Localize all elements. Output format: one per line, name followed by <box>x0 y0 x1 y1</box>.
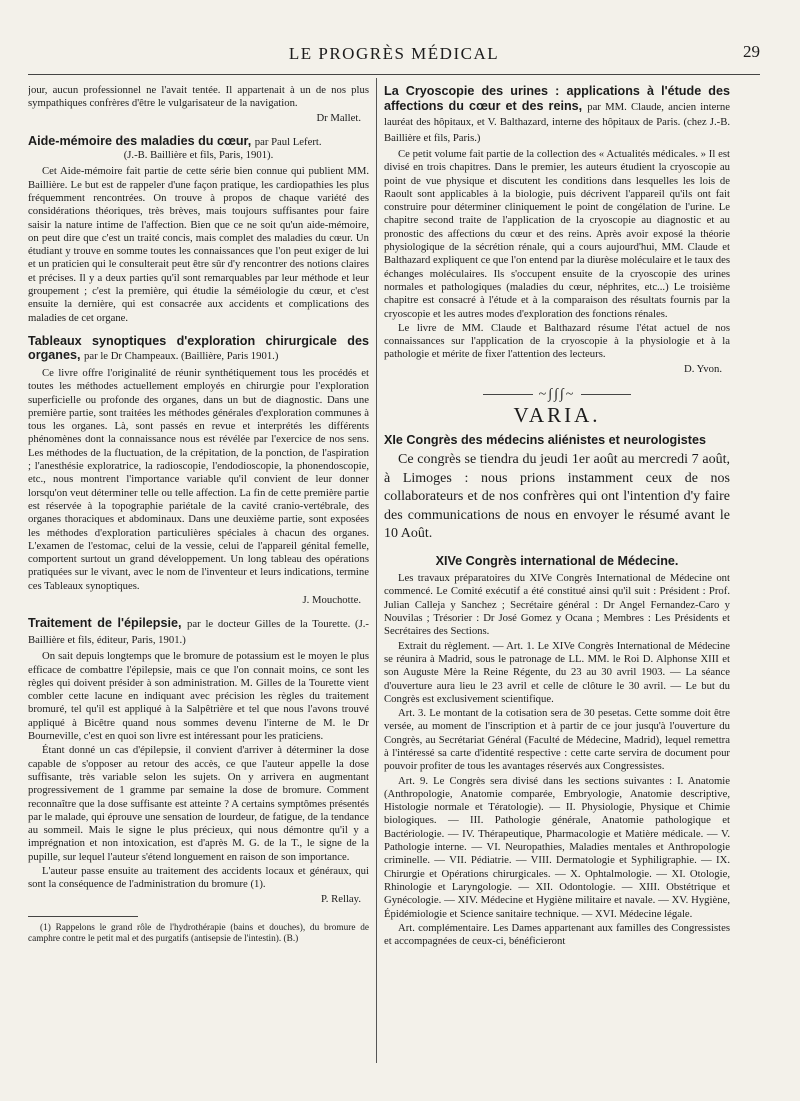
aide-memoire-body: Cet Aide-mémoire fait partie de cette série bien connue qui publient MM. Baillière. Le but est de rappeler d'une façon pratique, les cardiopathies les plus fréquemment rencontrées. On trouve à propos de chaque variété des considérations théoriques, très brèves, mais toujours suffisantes pour faire saisir la nature intime de l'affection. Bien que ce ne soit qu'un aide-mémoire, on peut dire que c'est un traité concis, mais complet des maladies du cœur. Un étudiant y trouve en somme toutes les connaissances que l'on peut exiger de lui et un praticien qui le consulterait peut être sûr d'y rencontrer des notions claires et précises. Il y a deux parties qu'il sont remarquables par leur méthode et leur groupement ; c'est la première, qui étudie la séméiologie du cœur, et c'est ensuite la dernière, qui est consacrée aux accidents et complications des maladies de cet organe. <box>28 165 369 324</box>
international-paragraph-4: Art. 9. Le Congrès sera divisé dans les sections suivantes : I. Anatomie (Anthropologie, Anatomie comparée, Embryologie, Anatomie descriptive, Histologie normale et Tératologie). — II. Physiologie, Physique et Chimie biologiques. — III. Pathologie générale, Anatomie pathologique et Bactériologie. — IV. Thérapeutique, Pharmacologie et Matière médicale. — V. Pathologie interne. — VI. Neuropathies, Maladies mentales et Anthropologie criminelle. — VII. Pédiatrie. — VIII. Dermatologie et Syphiligraphie. — IX. Chirurgie et Opérations chirurgicales. — X. Ophtalmologie. — XI. Otologie, Rhinologie et Laryngologie. — XII. Odontologie. — XIII. Obstétrique et Gynécologie. — XIV. Médecine et Hygiène militaire et navale. — XV. Hygiène, Épidémiologie et Science sanitaire technique. — XVI. Médecine légale. <box>384 774 730 920</box>
epilepsie-paragraph-2: Étant donné un cas d'épilepsie, il convient d'arriver à déterminer la dose capable de s'opposer au retour des accès, ce que l'auteur appelle la dose suffisante, très variable selon les sujets. On y arrivera en augmentant progressivement de 1 gramme par semaine la dose de bromure. Comment reconnaître que la dose suffisante est atteinte ? A certains symptômes présentés par le malade, qui éprouve une sensation de lourdeur, de fatigue, de la tendance au sommeil. Mais le signe le plus précieux, qui nous démontre qu'il y a imprégnation et non intoxication, est d'après M. G. de la T., le signe de la pupille, sur lequel l'auteur s'étend longuement en raison de son importance. <box>28 744 369 863</box>
aide-memoire-author: par Paul Lefert. <box>254 135 322 148</box>
intro-signature: Dr Mallet. <box>316 111 361 124</box>
cryoscopie-heading: La Cryoscopie des urines : applications à l'étude des affections du cœur et des reins, <box>384 84 730 113</box>
running-head <box>28 40 760 75</box>
epilepsie-paragraph-3: L'auteur passe ensuite au traitement des accidents locaux et généraux, qui sont la conséquence de l'administration du bromure (1). <box>28 865 369 891</box>
international-paragraph-5: Art. complémentaire. Les Dames appartenant aux familles des Congressistes et accompagnées de ceux-ci, bénéficieront <box>384 921 730 948</box>
cryoscopie-paragraph-1: Ce petit volume fait partie de la collection des « Actualités médicales. » Il est divisé en trois chapitres. Dans le premier, les auteurs étudient la cryoscopie au point de vue physique et discutent les conditions dans lesquelles les lois de Raoult sont applicables à la biologie, puis décrivent l'appareil qu'ils ont fait construire pour déterminer cliniquement le point de congélation de l'urine. Le chapitre second traite de l'application de la cryoscopie au diagnostic et au pronostic des affections du cœur et des reins. Après avoir exposé la théorie physiologique de la sécrétion rénale, qui a cours aujourd'hui, MM. Claude et Balthazard expliquent ce que l'on entend par la diurèse moléculaire et le taux des échanges moléculaires. Ils s'occupent ensuite de la cryoscopie des urines normales et pathologiques (maladies du cœur, néphrites, etc...) Le troisième chapitre est consacré à l'étude et à la comparaison des résultats fournis par la cryoscopie et les autres modes d'exploration des fonctions rénales. <box>384 148 730 320</box>
international-paragraph-1: Les travaux préparatoires du XIVe Congrès International de Médecine ont commencé. Le Comité exécutif a été constitué ainsi qu'il suit : Président : Prof. Julian Calleja y Sanchez ; Secrétaire général : Dr Angel Fernandez-Caro y Nouvilas ; Trésorier : Dr José Gomez y Ocana ; Membres : Les Présidents et Secrétaires des Sections. <box>384 572 730 638</box>
ornament-glyph: ~∫∫∫~ <box>538 387 576 403</box>
international-paragraph-2: Extrait du règlement. — Art. 1. Le XIVe Congrès International de Médecine se réunira à Madrid, sous le patronage de LL. MM. le Roi D. Alphonse XIII et son Auguste Mère la Reine Régente, du 23 au 30 avril 1903. — La séance d'ouverture aura lieu le 23 avril et celle de clôture le 30 avril. — Le but du Congrès est exclusivement scientifique. <box>384 639 730 705</box>
cryoscopie-paragraph-2: Le livre de MM. Claude et Balthazard résume l'état actuel de nos connaissances sur l'application de la cryoscopie à la physiologie et à la pathologie et mérite de fixer l'attention des lecteurs. <box>384 321 730 361</box>
cryoscopie-title <box>384 84 730 145</box>
tableaux-author: par le Dr Champeaux. (Baillière, Paris 1901.) <box>84 350 279 363</box>
varia-heading: VARIA. <box>513 403 601 428</box>
footnote: (1) Rappelons le grand rôle de l'hydrothérapie (bains et douches), du bromure de camphre contre le petit mal et des purgatifs (antisepsie de l'intestin). (B.) <box>28 922 369 944</box>
epilepsie-title <box>28 616 369 647</box>
tableaux-signature: J. Mouchotte. <box>302 594 361 606</box>
aide-memoire-title <box>28 134 369 163</box>
cryoscopie-signature: D. Yvon. <box>683 362 722 375</box>
left-column <box>28 84 369 1065</box>
tableaux-title <box>28 334 369 364</box>
aide-memoire-heading: Aide-mémoire des maladies du cœur, <box>28 133 252 148</box>
footnote-rule <box>28 916 138 917</box>
international-paragraph-3: Art. 3. Le montant de la cotisation sera de 30 pesetas. Cette somme doit être versée, au moment de l'inscription et à partir de ce jour jusqu'à l'ouverture du Congrès, au Secrétariat Général (Faculté de Médecine, Madrid), lequel remettra à l'intéressé sa carte d'identité respective : cette carte servira de document pour pouvoir profiter de tous les avantages réservés aux Congressistes. <box>384 707 730 773</box>
intro-paragraph: jour, aucun professionnel ne l'avait tentée. Il appartenait à un de nos plus sympathiques confrères d'être le vulgarisateur de la navigation. <box>28 84 369 110</box>
journal-title: LE PROGRÈS MÉDICAL <box>288 44 500 63</box>
right-column <box>384 84 730 1065</box>
epilepsie-signature: P. Rellay. <box>321 892 361 905</box>
alienistes-heading: XIe Congrès des médecins aliénistes et neurologistes <box>384 432 706 447</box>
epilepsie-author: par le docteur Gilles de la Tourette. (J.-Baillière et fils, éditeur, Paris, 1901.) <box>28 618 369 646</box>
ornament-rule-right <box>581 394 631 395</box>
alienistes-body: Ce congrès se tiendra du jeudi 1er août au mercredi 7 août, à Limoges : nous prions instamment ceux de nos collaborateurs et de nos confrères qui ont l'intention d'y faire des communications de nous en envoyer le résumé avant le 10 Août. <box>384 452 730 542</box>
international-heading: XIVe Congrès international de Médecine. <box>435 553 679 568</box>
page-number: 29 <box>743 42 760 61</box>
tableaux-heading: Tableaux synoptiques d'exploration chirurgicale des organes, <box>28 333 369 363</box>
aide-memoire-publisher: (J.-B. Baillière et fils, Paris, 1901). <box>123 149 274 162</box>
ornament-rule-left <box>483 394 533 395</box>
cryoscopie-author: par MM. Claude, ancien interne lauréat des hôpitaux, et V. Balthazard, interne des hôpitaux de Paris. (chez J.-B. Baillière et fils, Paris.) <box>384 100 730 144</box>
epilepsie-heading: Traitement de l'épilepsie, <box>28 616 182 631</box>
column-divider <box>376 78 377 1063</box>
epilepsie-paragraph-1: On sait depuis longtemps que le bromure de potassium est le moyen le plus efficace de combattre l'épilepsie, mais ce que l'on connait moins, ce sont les règles qui doivent présider à son administration. M. Gilles de la Tourette vient combler cette lacune en indiquant avec précision les règles du traitement bromuré, tel qu'il est appliqué à la Salpêtrière et tel que nous l'avons trouvé appliqué à Bicêtre quand nous sommes devenu l'interne de M. le Dr Bourneville, c'est en quoi son livre est intéressant pour les praticiens. <box>28 650 369 743</box>
tableaux-body: Ce livre offre l'originalité de réunir synthétiquement tous les procédés et toutes les méthodes actuellement employés en chirurgie pour l'exploration superficielle ou profonde des organes, dans un but de diagnostic. Dans une première partie, sont traitées les méthodes générales d'exploration communes à tous les organes. Là, sont passés en revue et interprétés les différents phénomènes dont la connaissance nous est révélée par l'exercice de nos sens. Les méthodes de la fluctuation, de la crépitation, de la ponction, de l'aspiration ; l'anesthésie exploratrice, la radioscopie, l'endodioscopie, la phonendoscopie, etc., nous montrent l'importance variable qu'il convient de leur donner lorsqu'on veut déterminer telle ou telle affection. La fin de cette première partie est réservée à la topographie pariétale de la cavité cranio-vertébrale, des organes thoraciques et abdominaux. Dans une deuxième partie, sont exposées les méthodes d'exploration particulières spéciales à chacun des organes. L'examen de l'estomac, celui de la vessie, celui de l'appareil génital femelle, comportent surtout un grand développement. Un long tableau des opérations pratiquées sur le vivant, avec le nom de l'inventeur et leurs indications, termine ces Tableaux synoptiques. <box>28 366 369 592</box>
section-ornament <box>384 388 730 401</box>
